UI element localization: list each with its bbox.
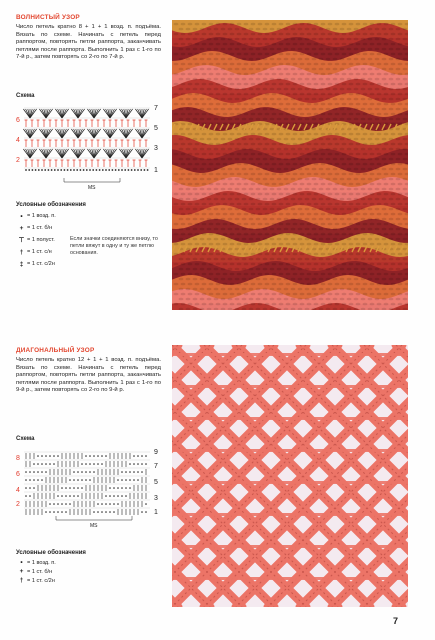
p2-rapport-label: MS	[90, 523, 98, 528]
legend-text: = 1 ст. с/2н	[27, 577, 55, 584]
p2-row-num-right-0: 9	[154, 449, 158, 456]
legend-text: = 1 возд. п.	[27, 559, 56, 566]
p2-row-num-left-3: 2	[16, 501, 20, 508]
p1-row-num-left-1: 4	[16, 137, 20, 144]
p2-row-num-left-1: 6	[16, 471, 20, 478]
pattern2-chart	[14, 444, 164, 528]
p2-row-num-right-4: 1	[154, 509, 158, 516]
p2-row-num-right-2: 5	[154, 479, 158, 486]
double-crochet-icon: †	[19, 248, 24, 256]
single-crochet-icon: +	[19, 224, 24, 232]
pattern1-legend-note: Если значки соединяются внизу, то петли вяжут в одну и ту же петлю основания.	[70, 236, 158, 256]
legend-item	[16, 210, 56, 222]
half-double-crochet-icon: ⊤	[18, 237, 25, 244]
pattern1-legend	[16, 210, 56, 270]
legend-text: = 1 ст. б/н	[27, 225, 53, 231]
treble-crochet-icon: ‡	[19, 260, 24, 268]
chain-stitch-icon: •	[20, 212, 23, 220]
p1-row-num-right-1: 5	[154, 125, 158, 132]
pattern2-description: Число петель кратно 12 + 1 + 1 возд. п. подъёма. Вязать по схеме. Начинать с петель перед раппортом, повторять петли раппорта, заканчивать петлями после раппорта. Выполнить 1 раз с 1-го по 9-й р., затем повторять со 2-го по 9-й р.	[16, 357, 161, 394]
legend-item	[16, 234, 56, 246]
legend-text: = 1 ст. с/2н	[27, 261, 55, 267]
p2-row-num-left-2: 4	[16, 487, 20, 494]
treble-crochet-icon: †	[19, 577, 24, 584]
pattern1-legend-heading: Условные обозначения	[16, 202, 86, 208]
p1-row-num-right-0: 7	[154, 105, 158, 112]
pattern1-chart	[14, 100, 164, 192]
legend-text: = 1 полуст.	[27, 237, 55, 243]
p1-row-num-right-2: 3	[154, 145, 158, 152]
pattern2-photo	[172, 345, 408, 607]
pattern2-title: ДИАГОНАЛЬНЫЙ УЗОР	[16, 347, 95, 354]
p2-row-num-right-3: 3	[154, 495, 158, 502]
p1-row-num-left-0: 6	[16, 117, 20, 124]
legend-text: = 1 возд. п.	[27, 213, 56, 219]
pattern1-title: ВОЛНИСТЫЙ УЗОР	[16, 14, 80, 21]
p2-row-num-right-1: 7	[154, 463, 158, 470]
p1-row-num-left-2: 2	[16, 157, 20, 164]
legend-item	[16, 558, 56, 567]
legend-item	[16, 222, 56, 234]
pattern1-description: Число петель кратно 8 + 1 + 1 возд. п. подъёма. Вязать по схеме. Начинать с петель перед раппортом, повторять петли раппорта, заканчивать петлями после раппорта. Выполнить 1 раз с 1-го по 7-й р., затем повторять со 2-го по 7-й р.	[16, 24, 161, 61]
legend-text: = 1 ст. б/н	[27, 568, 53, 575]
legend-item	[16, 246, 56, 258]
pattern2-chart-heading: Схема	[16, 436, 35, 442]
page-number: 7	[393, 616, 399, 626]
pattern1-chart-heading: Схема	[16, 93, 35, 99]
legend-text: = 1 ст. с/н	[27, 249, 52, 255]
pattern2-legend-heading: Условные обозначения	[16, 550, 86, 556]
single-crochet-icon: +	[19, 568, 24, 575]
p1-row-num-right-3: 1	[154, 167, 158, 174]
legend-item	[16, 576, 56, 585]
legend-item	[16, 258, 56, 270]
pattern1-photo	[172, 20, 408, 310]
chain-stitch-icon: •	[20, 559, 23, 566]
legend-item	[16, 567, 56, 576]
p1-rapport-label: MS	[88, 185, 96, 191]
pattern2-legend	[16, 558, 56, 585]
p2-row-num-left-0: 8	[16, 455, 20, 462]
